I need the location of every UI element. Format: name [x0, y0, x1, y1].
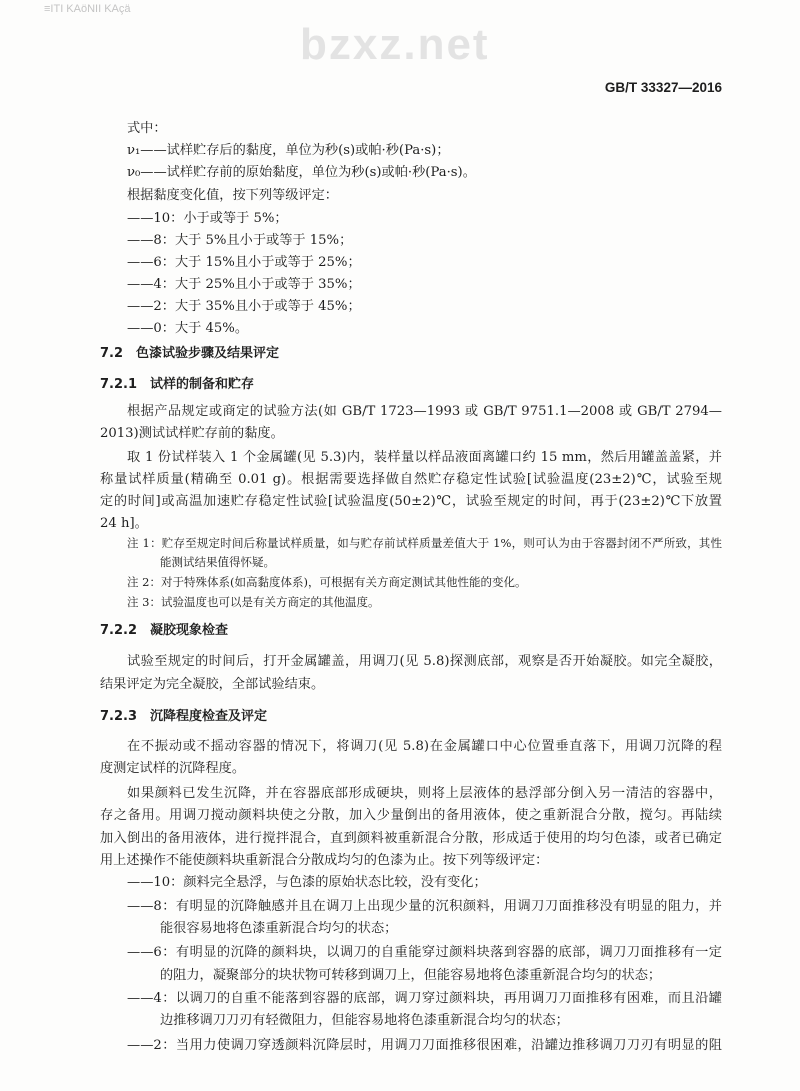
grade-item: ——8：有明显的沉降触感并且在调刀上出现少量的沉积颜料，用调刀刀面推移没有明显的阻力，并	[127, 899, 722, 914]
grade-item: ——6：有明显的沉降的颜料块，以调刀的自重能穿过颜料块落到容器的底部，调刀刀面推移有一定	[127, 945, 722, 960]
paragraph-line: 2013)测试试样贮存前的黏度。	[100, 426, 284, 441]
paragraph-line: 试验至规定的时间后，打开金属罐盖，用调刀(见 5.8)探测底部，观察是否开始凝胶。如完全凝胶，	[127, 654, 722, 669]
grade-item-cont: 能很容易地将色漆重新混合均匀的状态；	[160, 921, 398, 936]
paragraph-line: 定的时间]或高温加速贮存稳定性试验[试验温度(50±2)℃，试验至规定的时间，再于(23±2)℃下放置	[100, 494, 722, 509]
paragraph-line: 如果颜料已发生沉降，并在容器底部形成硬块，则将上层液体的悬浮部分倒入另一清洁的容器中，	[127, 786, 722, 801]
note-3: 注 3：试验温度也可以是有关方商定的其他温度。	[127, 595, 380, 609]
paragraph-line: 取 1 份试样装入 1 个金属罐(见 5.3)内，装样量以样品液面离罐口约 15 mm，然后用罐盖盖紧，并	[127, 450, 722, 465]
note-1-cont: 能测试结果值得怀疑。	[160, 555, 275, 569]
section-heading-7-2-3: 7.2.3 沉降程度检查及评定	[100, 709, 268, 724]
symbol-definition-v0: ν₀——试样贮存前的原始黏度，单位为秒(s)或帕·秒(Pa·s)。	[127, 165, 476, 180]
section-heading-7-2-2: 7.2.2 凝胶现象检查	[100, 623, 229, 638]
paragraph-line: 度测定试样的沉降程度。	[100, 761, 246, 776]
grade-item: ——4：以调刀的自重不能落到容器的底部，调刀穿过颜料块，再用调刀刀面推移有困难，而且沿罐	[127, 991, 722, 1006]
section-heading-7-2-1: 7.2.1 试样的制备和贮存	[100, 377, 255, 392]
section-heading-7-2: 7.2 色漆试验步骤及结果评定	[100, 346, 280, 361]
grade-item: ——6：大于 15%且小于或等于 25%；	[127, 255, 361, 270]
note-1: 注 1：贮存至规定时间后称量试样质量，如与贮存前试样质量差值大于 1%，则可认为由于容器封闭不严所致，其性	[127, 536, 722, 550]
grade-item: ——10：小于或等于 5%；	[127, 211, 288, 226]
site-watermark: bzxz.net	[300, 20, 490, 69]
paragraph-line: 根据产品规定或商定的试验方法(如 GB/T 1723—1993 或 GB/T 9751.1—2008 或 GB/T 2794—	[127, 404, 722, 419]
grade-item: ——4：大于 25%且小于或等于 35%；	[127, 277, 361, 292]
grade-item: ——10：颜料完全悬浮，与色漆的原始状态比较，没有变化；	[127, 875, 487, 890]
paragraph-line: 称量试样质量(精确至 0.01 g)。根据需要选择做自然贮存稳定性试验[试验温度(23±2)℃，试验至规	[100, 472, 722, 487]
paragraph-line: 用上述操作不能使颜料块重新混合分散成均匀的色漆为止。按下列等级评定：	[100, 853, 549, 868]
grade-item: ——2：当用力使调刀穿透颜料沉降层时，用调刀刀面推移很困难，沿罐边推移调刀刀刃有明显的阻	[127, 1038, 722, 1053]
standard-number: GB/T 33327—2016	[604, 80, 722, 95]
formula-intro: 式中：	[127, 121, 167, 136]
grade-item: ——8：大于 5%且小于或等于 15%；	[127, 233, 353, 248]
grade-item: ——0：大于 45%。	[127, 321, 249, 336]
scan-source-mark: ≡ITI KAöNII KAçä	[44, 3, 131, 15]
grade-item-cont: 边推移调刀刀刃有轻微阻力，但能容易地将色漆重新混合均匀的状态；	[160, 1013, 569, 1028]
paragraph-line: 24 h]。	[100, 516, 148, 531]
paragraph-line: 结果评定为完全凝胶，全部试验结束。	[100, 677, 325, 692]
paragraph-line: 在不振动或不摇动容器的情况下，将调刀(见 5.8)在金属罐口中心位置垂直落下，用调刀沉降的程	[127, 739, 722, 754]
grading-intro: 根据黏度变化值，按下列等级评定：	[127, 188, 338, 203]
grade-item: ——2：大于 35%且小于或等于 45%；	[127, 299, 361, 314]
symbol-definition-v1: ν₁——试样贮存后的黏度，单位为秒(s)或帕·秒(Pa·s)；	[127, 143, 450, 158]
grade-item-cont: 的阻力，凝聚部分的块状物可转移到调刀上，但能容易地将色漆重新混合均匀的状态；	[160, 968, 662, 983]
paragraph-line: 加入倒出的备用液体，进行搅拌混合，直到颜料被重新混合分散，形成适于使用的均匀色漆，或者已确定	[100, 831, 722, 846]
paragraph-line: 存之备用。用调刀搅动颜料块使之分散，加入少量倒出的备用液体，使之重新混合分散，搅匀。再陆续	[100, 808, 722, 823]
note-2: 注 2：对于特殊体系(如高黏度体系)，可根据有关方商定测试其他性能的变化。	[127, 575, 527, 589]
